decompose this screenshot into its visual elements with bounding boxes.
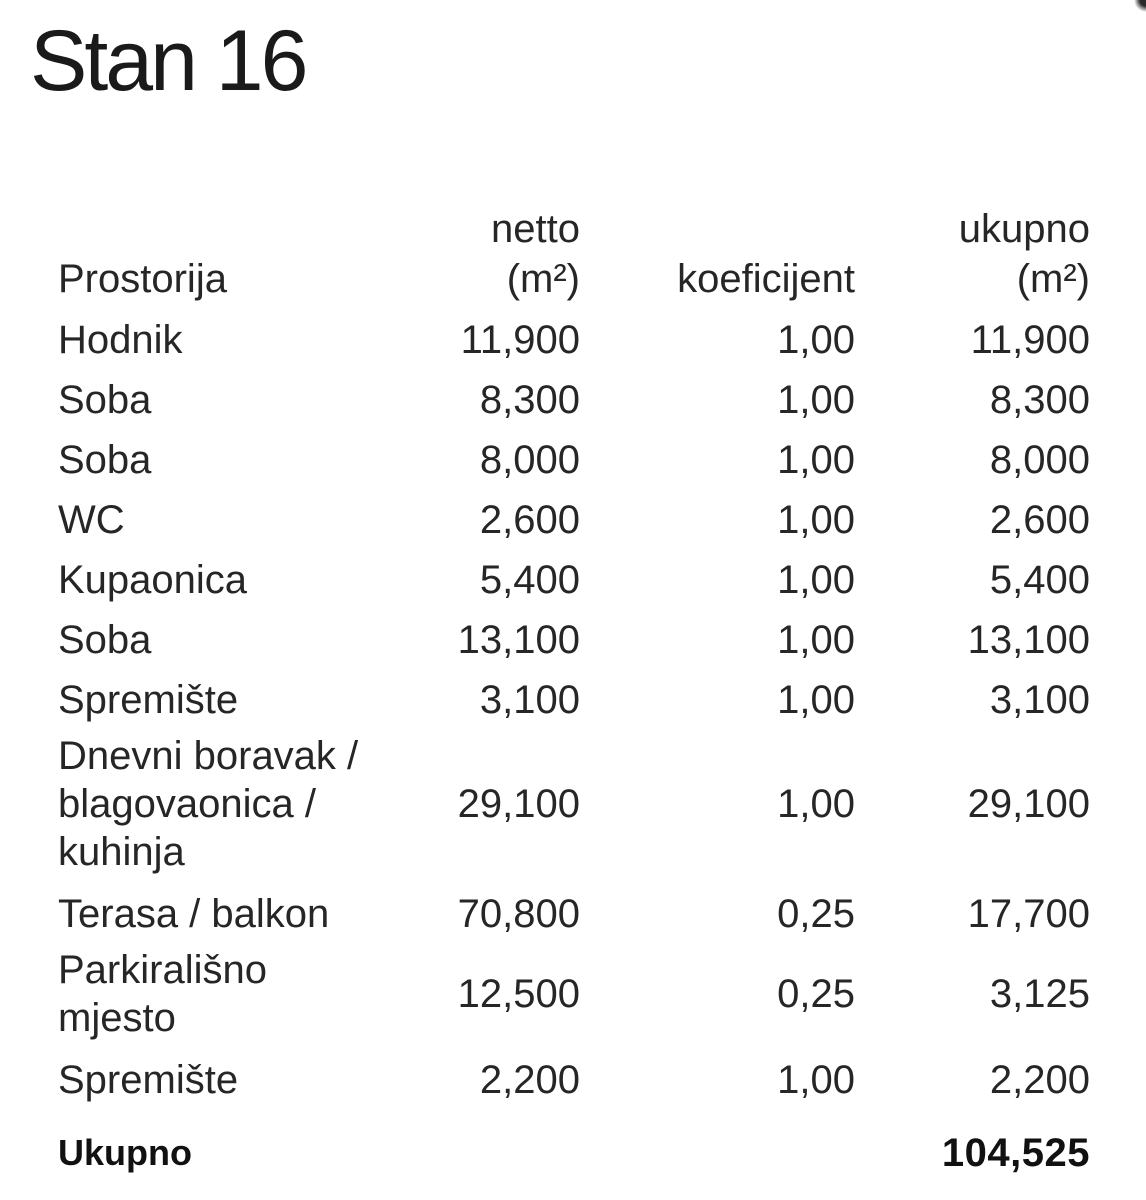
grand-total-value: 104,525	[941, 1131, 1090, 1175]
total-label: Ukupno	[58, 1132, 192, 1173]
table-row	[58, 370, 1090, 430]
coefficient-value: 0,25	[777, 892, 855, 936]
table-row	[58, 884, 1090, 944]
netto-value: 8,300	[479, 378, 580, 422]
total-value: 11,900	[970, 318, 1090, 362]
total-value: 8,300	[989, 378, 1090, 422]
room-name: Soba	[58, 438, 152, 482]
netto-value: 5,400	[479, 558, 580, 602]
netto-value: 12,500	[457, 972, 580, 1016]
coefficient-value: 1,00	[777, 498, 855, 542]
table-total-row	[58, 1128, 1090, 1178]
table-row	[58, 730, 1090, 884]
netto-value: 8,000	[479, 438, 580, 482]
netto-value: 2,600	[479, 498, 580, 542]
netto-value: 3,100	[479, 678, 580, 722]
header-netto: netto (m²)	[491, 207, 580, 301]
table-row	[58, 670, 1090, 730]
total-value: 3,100	[989, 678, 1090, 722]
total-value: 2,200	[989, 1058, 1090, 1102]
room-name: Parkirališno mjesto	[58, 948, 267, 1040]
netto-value: 11,900	[460, 318, 580, 362]
room-name: Spremište	[58, 1058, 239, 1102]
coefficient-value: 0,25	[777, 972, 855, 1016]
coefficient-value: 1,00	[777, 318, 855, 362]
table-row	[58, 550, 1090, 610]
table-row	[58, 944, 1090, 1050]
header-room: Prostorija	[58, 257, 227, 301]
room-name: Soba	[58, 378, 152, 422]
table-row	[58, 430, 1090, 490]
coefficient-value: 1,00	[777, 558, 855, 602]
netto-value: 13,100	[457, 618, 580, 662]
header-coefficient: koeficijent	[677, 257, 855, 301]
header-total: ukupno (m²)	[958, 207, 1090, 301]
total-value: 8,000	[989, 438, 1090, 482]
table-row	[58, 1050, 1090, 1110]
netto-value: 2,200	[479, 1058, 580, 1102]
coefficient-value: 1,00	[777, 1058, 855, 1102]
table-row	[58, 610, 1090, 670]
total-value: 5,400	[989, 558, 1090, 602]
corner-shadow	[1134, 0, 1146, 22]
room-name: Soba	[58, 618, 152, 662]
coefficient-value: 1,00	[777, 678, 855, 722]
netto-value: 70,800	[457, 892, 580, 936]
coefficient-value: 1,00	[777, 378, 855, 422]
room-name: Terasa / balkon	[58, 892, 330, 936]
total-value: 29,100	[967, 782, 1090, 826]
total-value: 3,125	[989, 972, 1090, 1016]
table-row	[58, 310, 1090, 370]
coefficient-value: 1,00	[777, 618, 855, 662]
table-header	[58, 204, 1090, 304]
room-name: Spremište	[58, 678, 239, 722]
coefficient-value: 1,00	[777, 782, 855, 826]
total-value: 13,100	[967, 618, 1090, 662]
coefficient-value: 1,00	[777, 438, 855, 482]
page-title: Stan 16	[30, 13, 306, 109]
total-value: 2,600	[989, 498, 1090, 542]
room-name: WC	[58, 498, 125, 542]
total-value: 17,700	[967, 892, 1090, 936]
netto-value: 29,100	[457, 782, 580, 826]
area-table	[58, 204, 1090, 1178]
room-name: Hodnik	[58, 318, 183, 362]
table-row	[58, 490, 1090, 550]
room-name: Kupaonica	[58, 558, 248, 602]
room-name: Dnevni boravak / blagovaonica / kuhinja	[58, 734, 359, 874]
